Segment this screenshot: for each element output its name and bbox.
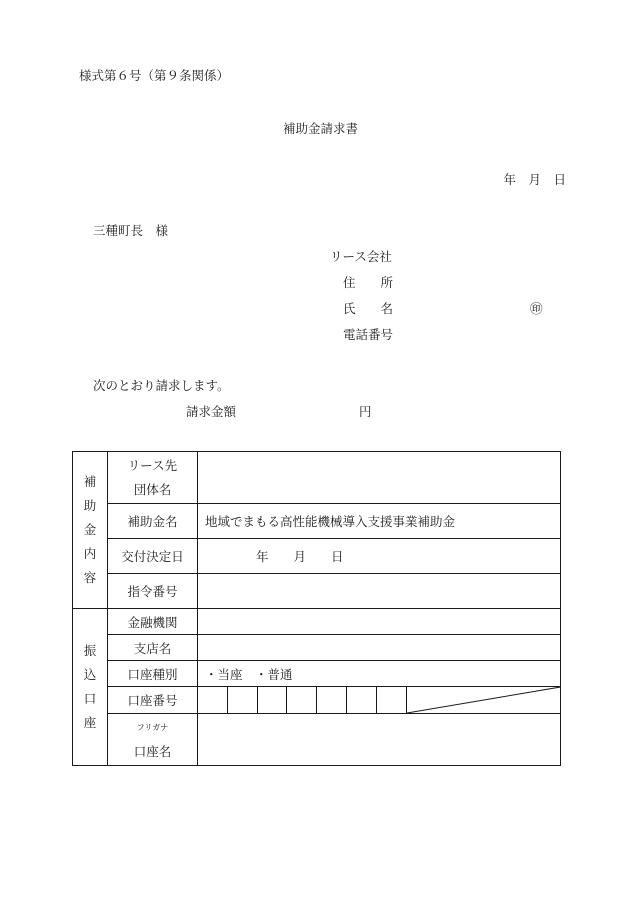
account-digit-box[interactable] [347,687,377,713]
applicant-company: リース会社 [330,249,392,264]
order-number-field[interactable] [198,574,561,609]
section1-char: 金 [83,522,97,537]
lease-label-line: 団体名 [133,481,172,497]
section-subsidy-content [73,452,108,609]
table-row-branch [73,635,561,661]
lease-label [108,452,198,504]
account-number-label: 口座番号 [108,687,198,714]
account-name-field[interactable] [198,714,561,766]
table-row-lease [73,452,561,504]
table-row-bank [73,609,561,635]
applicant-phone-label: 電話番号 [343,327,394,342]
account-name-label [108,714,198,766]
section-transfer-account [73,609,108,766]
subsidy-name-label: 補助金名 [108,504,198,539]
lease-value-field[interactable] [198,452,561,504]
order-number-label: 指令番号 [108,574,198,609]
request-amount-label: 請求金額 [186,404,237,419]
table-row-account-number [73,687,561,714]
table-row-order-number [73,574,561,609]
account-name-text: 口座名 [133,743,172,759]
branch-label: 支店名 [108,635,198,661]
table-row-account-type [73,661,561,687]
section2-char: 口 [83,691,97,706]
subsidy-form-table [72,451,561,766]
account-number-void-cell [407,687,560,713]
table-row-subsidy-name [73,504,561,539]
bank-field[interactable] [198,609,561,635]
section1-char: 内 [83,546,97,561]
account-digit-box[interactable] [317,687,347,713]
section2-char: 振 [83,643,97,658]
diagonal-line [407,687,560,713]
branch-field[interactable] [198,635,561,661]
section1-char: 容 [83,570,97,585]
section1-char: 補 [83,474,97,489]
account-type-options[interactable]: ・当座 ・普通 [198,661,561,687]
section2-char: 座 [83,715,97,730]
addressee: 三種町長 様 [93,223,169,238]
date-line: 年 月 日 [503,172,566,187]
section2-char: 込 [83,667,97,682]
decision-date-label: 交付決定日 [108,539,198,574]
document-title: 補助金請求書 [283,121,359,136]
table-row-account-name [73,714,561,766]
account-digit-box[interactable] [228,687,258,713]
lease-label-line: リース先 [127,457,178,473]
account-digit-box[interactable] [258,687,288,713]
subsidy-name-value: 地域でまもる高性能機械導入支援事業補助金 [198,504,561,539]
account-digit-box[interactable] [377,687,407,713]
account-number-boxes [198,687,561,714]
furigana-label: フリガナ [136,722,169,732]
table-row-decision-date [73,539,561,574]
applicant-name-label: 氏 名 [343,301,394,316]
account-type-label: 口座種別 [108,661,198,687]
account-digit-box[interactable] [287,687,317,713]
applicant-address-label: 住 所 [343,275,394,290]
section1-char: 助 [83,498,97,513]
request-amount-currency: 円 [359,404,372,419]
request-intro: 次のとおり請求します。 [93,378,230,393]
form-number: 様式第６号（第９条関係） [79,68,230,83]
bank-label: 金融機関 [108,609,198,635]
decision-date-field[interactable]: 年 月 日 [198,539,561,574]
seal-mark: ㊞ [530,301,543,316]
account-digit-box[interactable] [198,687,228,713]
